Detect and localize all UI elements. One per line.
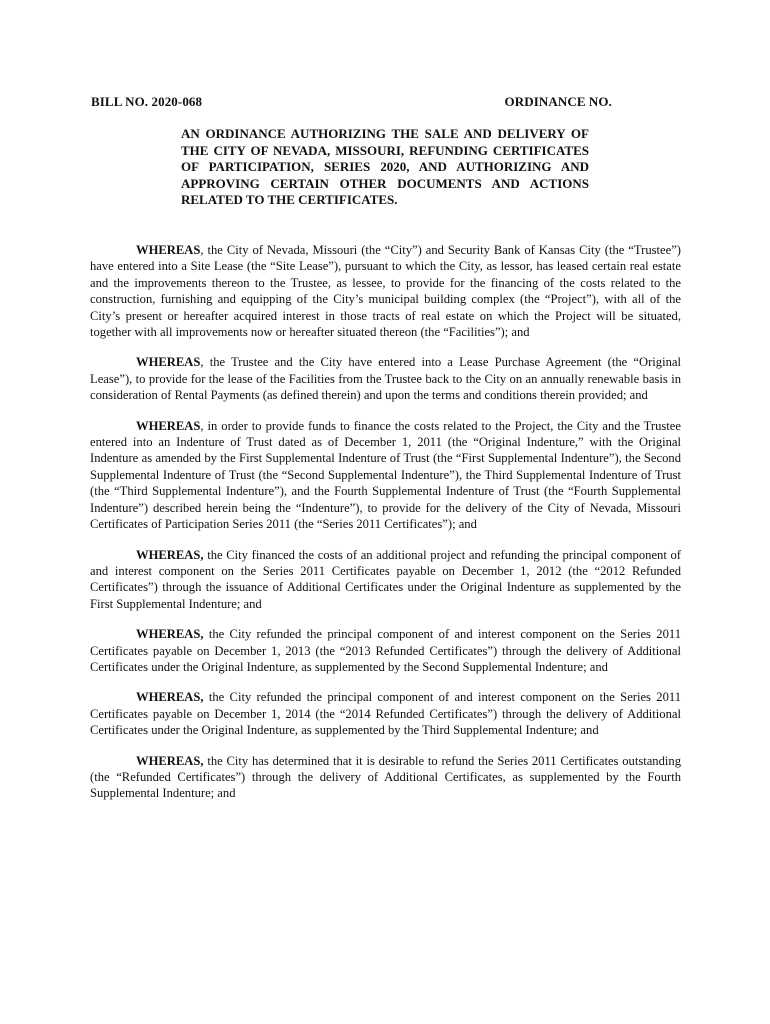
header-row	[91, 94, 612, 110]
whereas-paragraph	[90, 626, 681, 675]
whereas-lead: WHEREAS	[136, 355, 201, 370]
whereas-paragraph	[90, 547, 681, 613]
whereas-lead: WHEREAS,	[136, 547, 204, 562]
whereas-paragraph	[90, 354, 681, 403]
paragraph-text: the City has determined that it is desirable to refund the Series 2011 Certificates outstanding (the “Refunded Certificates”) through the delivery of Additional Certificates, as supplemented by the Fourth Supplemental Indenture; and	[90, 753, 681, 801]
whereas-paragraph	[90, 242, 681, 340]
paragraph-text: the City refunded the principal component of and interest component on the Series 2011 Certificates payable on December 1, 2013 (the “2013 Refunded Certificates”) through the delivery of Additional Certificates under the Original Indenture, as supplemented by the Second Supplemental Indenture; and	[90, 627, 681, 674]
whereas-lead: WHEREAS,	[136, 627, 204, 642]
paragraph-text: the City refunded the principal component of and interest component on the Series 2011 Certificates payable on December 1, 2014 (the “2014 Refunded Certificates”) through the delivery of Additional Certificates under the Original Indenture, as supplemented by the Third Supplemental Indenture; and	[90, 690, 681, 738]
ordinance-number: ORDINANCE NO.	[504, 94, 612, 109]
recitals	[90, 242, 681, 816]
whereas-lead: WHEREAS,	[136, 690, 204, 705]
paragraph-text: , in order to provide funds to finance the costs related to the Project, the City and the Trustee entered into an Indenture of Trust dated as of December 1, 2011 (the “Original Indenture,” with the Original Indenture as amended by the First Supplemental Indenture of Trust (the “First Supplemental Indenture”), the Second Supplemental Indenture of Trust (the “Second Supplemental Indenture”), the Third Supplemental Indenture of Trust (the “Third Supplemental Indenture”), and the Fourth Supplemental Indenture of Trust (the “Fourth Supplemental Indenture”) described herein being the “Indenture”), to provide for the delivery of the City of Nevada, Missouri Certificates of Participation Series 2011 (the “Series 2011 Certificates”); and	[90, 418, 681, 532]
whereas-paragraph	[90, 418, 681, 533]
bill-number: BILL NO. 2020-068	[91, 94, 203, 109]
whereas-lead: WHEREAS,	[136, 753, 204, 768]
paragraph-text: , the City of Nevada, Missouri (the “City”) and Security Bank of Kansas City (the “Trustee”) have entered into a Site Lease (the “Site Lease”), pursuant to which the City, as lessor, has leased certain real estate and the improvements thereon to the Trustee, as lessee, to provide for the financing of the costs related to the construction, furnishing and equipping of the City’s municipal building complex (the “Project”), with all of the City’s present or hereafter acquired interest in those tracts of real estate on which the Project will be situated, together with all improvements now or hereafter situated thereon (the “Facilities”); and	[90, 243, 681, 340]
whereas-lead: WHEREAS	[136, 243, 201, 257]
whereas-lead: WHEREAS	[136, 418, 201, 433]
whereas-paragraph	[90, 753, 681, 802]
paragraph-text: the City financed the costs of an additional project and refunding the principal component of and interest component on the Series 2011 Certificates payable on December 1, 2012 (the “2012 Refunded Certificates”) through the issuance of Additional Certificates under the Original Indenture as supplemented by the First Supplemental Indenture; and	[90, 547, 681, 611]
whereas-paragraph	[90, 689, 681, 738]
paragraph-text: , the Trustee and the City have entered into a Lease Purchase Agreement (the “Original Lease”), to provide for the lease of the Facilities from the Trustee back to the City on an annually renewable basis in consideration of Rental Payments (as defined therein) and upon the terms and conditions therein provided; and	[90, 355, 681, 403]
ordinance-title: AN ORDINANCE AUTHORIZING THE SALE AND DELIVERY OF THE CITY OF NEVADA, MISSOURI, REFUNDING CERTIFICATES OF PARTICIPATION, SERIES 2020, AND AUTHORIZING AND APPROVING CERTAIN OTHER DOCUMENTS AND ACTIONS RELATED TO THE CERTIFICATES.	[181, 126, 589, 207]
